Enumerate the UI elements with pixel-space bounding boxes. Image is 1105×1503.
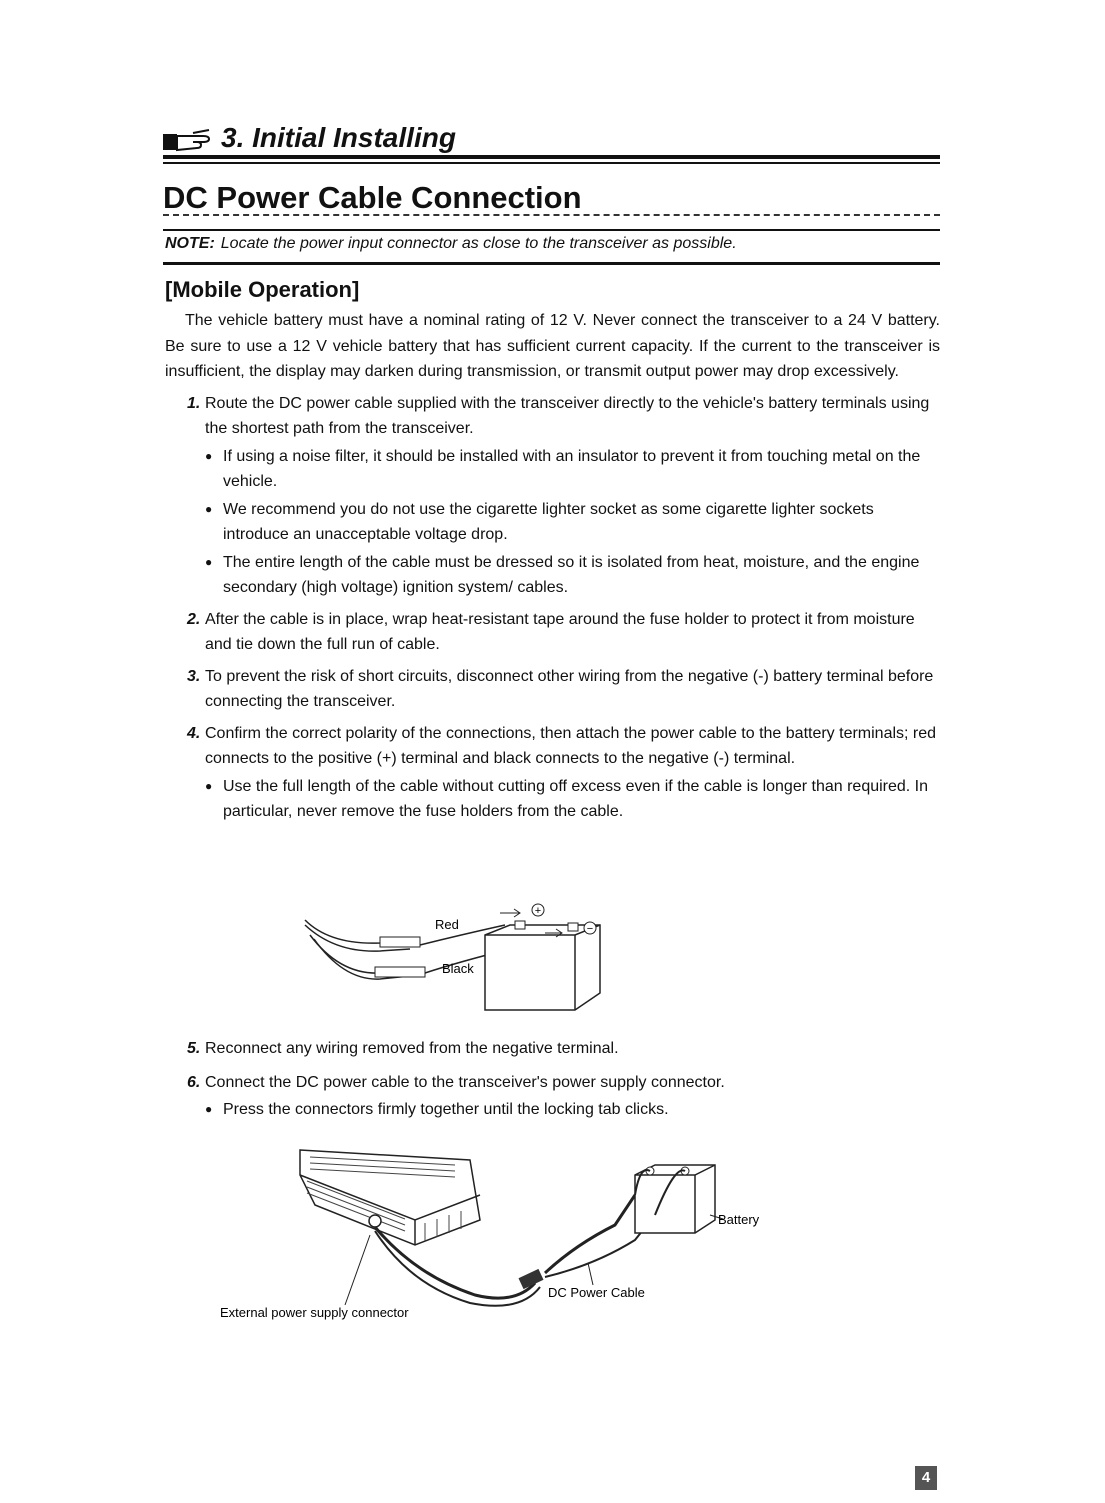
dc-power-cable-label: DC Power Cable: [548, 1285, 645, 1300]
black-label: Black: [442, 961, 474, 976]
step-5: [165, 1036, 940, 1062]
bullet-item: ● Use the full length of the cable without cutting off excess even if the cable is longer than required. In particular, never remove the fuse holders from the cable.: [165, 774, 940, 825]
step-number: 1.: [187, 394, 201, 412]
instructions-lower: [165, 1028, 940, 1123]
note-text: Locate the power input connector as close to the transceiver as possible.: [220, 235, 737, 252]
external-connector-label: External power supply connector: [220, 1305, 409, 1320]
step-text: To prevent the risk of short circuits, disconnect other wiring from the negative (-) battery terminal before connecting the transceiver.: [205, 667, 934, 710]
step-text: After the cable is in place, wrap heat-resistant tape around the fuse holder to protect it from moisture and tie down the full run of cable.: [205, 610, 915, 653]
step-text: Route the DC power cable supplied with the transceiver directly to the vehicle's battery terminals using the shortest path from the transceiver.: [205, 394, 930, 437]
minus-symbol: −: [586, 923, 594, 935]
note-box: [165, 235, 737, 253]
section-divider: [163, 214, 940, 216]
chapter-heading: [163, 120, 943, 160]
section-title: DC Power Cable Connection: [163, 180, 582, 215]
battery-polarity-figure: [300, 895, 610, 1015]
note-label: NOTE:: [165, 235, 215, 252]
note-rule-bottom: [163, 262, 940, 265]
step-text: Confirm the correct polarity of the connections, then attach the power cable to the battery terminals; red connects to the positive (+) terminal and black connects to the negative (-) terminal.: [205, 724, 937, 767]
heading-rule-thick: [163, 155, 940, 159]
pointing-hand-icon: [163, 128, 213, 154]
plus-symbol: +: [534, 905, 542, 917]
page-number: 4: [915, 1466, 937, 1490]
intro-paragraph: The vehicle battery must have a nominal rating of 12 V. Never connect the transceiver to a 24 V battery. Be sure to use a 12 V vehicle battery that has sufficient current capacity. If the current to the transceiver is insufficient, the display may darken during transmission, or transmit output power may drop excessively.: [165, 312, 940, 380]
step-text: Connect the DC power cable to the transceiver's power supply connector.: [205, 1073, 725, 1091]
transceiver-connection-figure: [215, 1145, 780, 1330]
instructions-upper: [165, 308, 940, 825]
step-number: 3.: [187, 667, 201, 685]
step-1: [165, 391, 940, 442]
step-number: 6.: [187, 1073, 201, 1091]
bullet-item: ● If using a noise filter, it should be installed with an insulator to prevent it from touching metal on the vehicle.: [165, 444, 940, 495]
subsection-title: [Mobile Operation]: [165, 277, 360, 302]
step-6: [165, 1070, 940, 1096]
step-number: 2.: [187, 610, 201, 628]
red-label: Red: [435, 917, 459, 932]
step-text: Reconnect any wiring removed from the negative terminal.: [205, 1040, 619, 1057]
step-3: [165, 664, 940, 715]
heading-rule-thin: [163, 162, 940, 164]
step-4: [165, 721, 940, 772]
chapter-title: 3. Initial Installing: [221, 122, 456, 153]
step-number: 5.: [187, 1040, 201, 1057]
step-2: [165, 607, 940, 658]
bullet-item: ● The entire length of the cable must be dressed so it is isolated from heat, moisture, and the engine secondary (high voltage) ignition system/ cables.: [165, 550, 940, 601]
bullet-item: ● We recommend you do not use the cigarette lighter socket as some cigarette lighter sockets introduce an unacceptable voltage drop.: [165, 497, 940, 548]
bullet-item: ● Press the connectors firmly together until the locking tab clicks.: [165, 1097, 940, 1123]
step-number: 4.: [187, 724, 201, 742]
note-rule-top: [163, 229, 940, 231]
battery-label: Battery: [718, 1212, 760, 1227]
